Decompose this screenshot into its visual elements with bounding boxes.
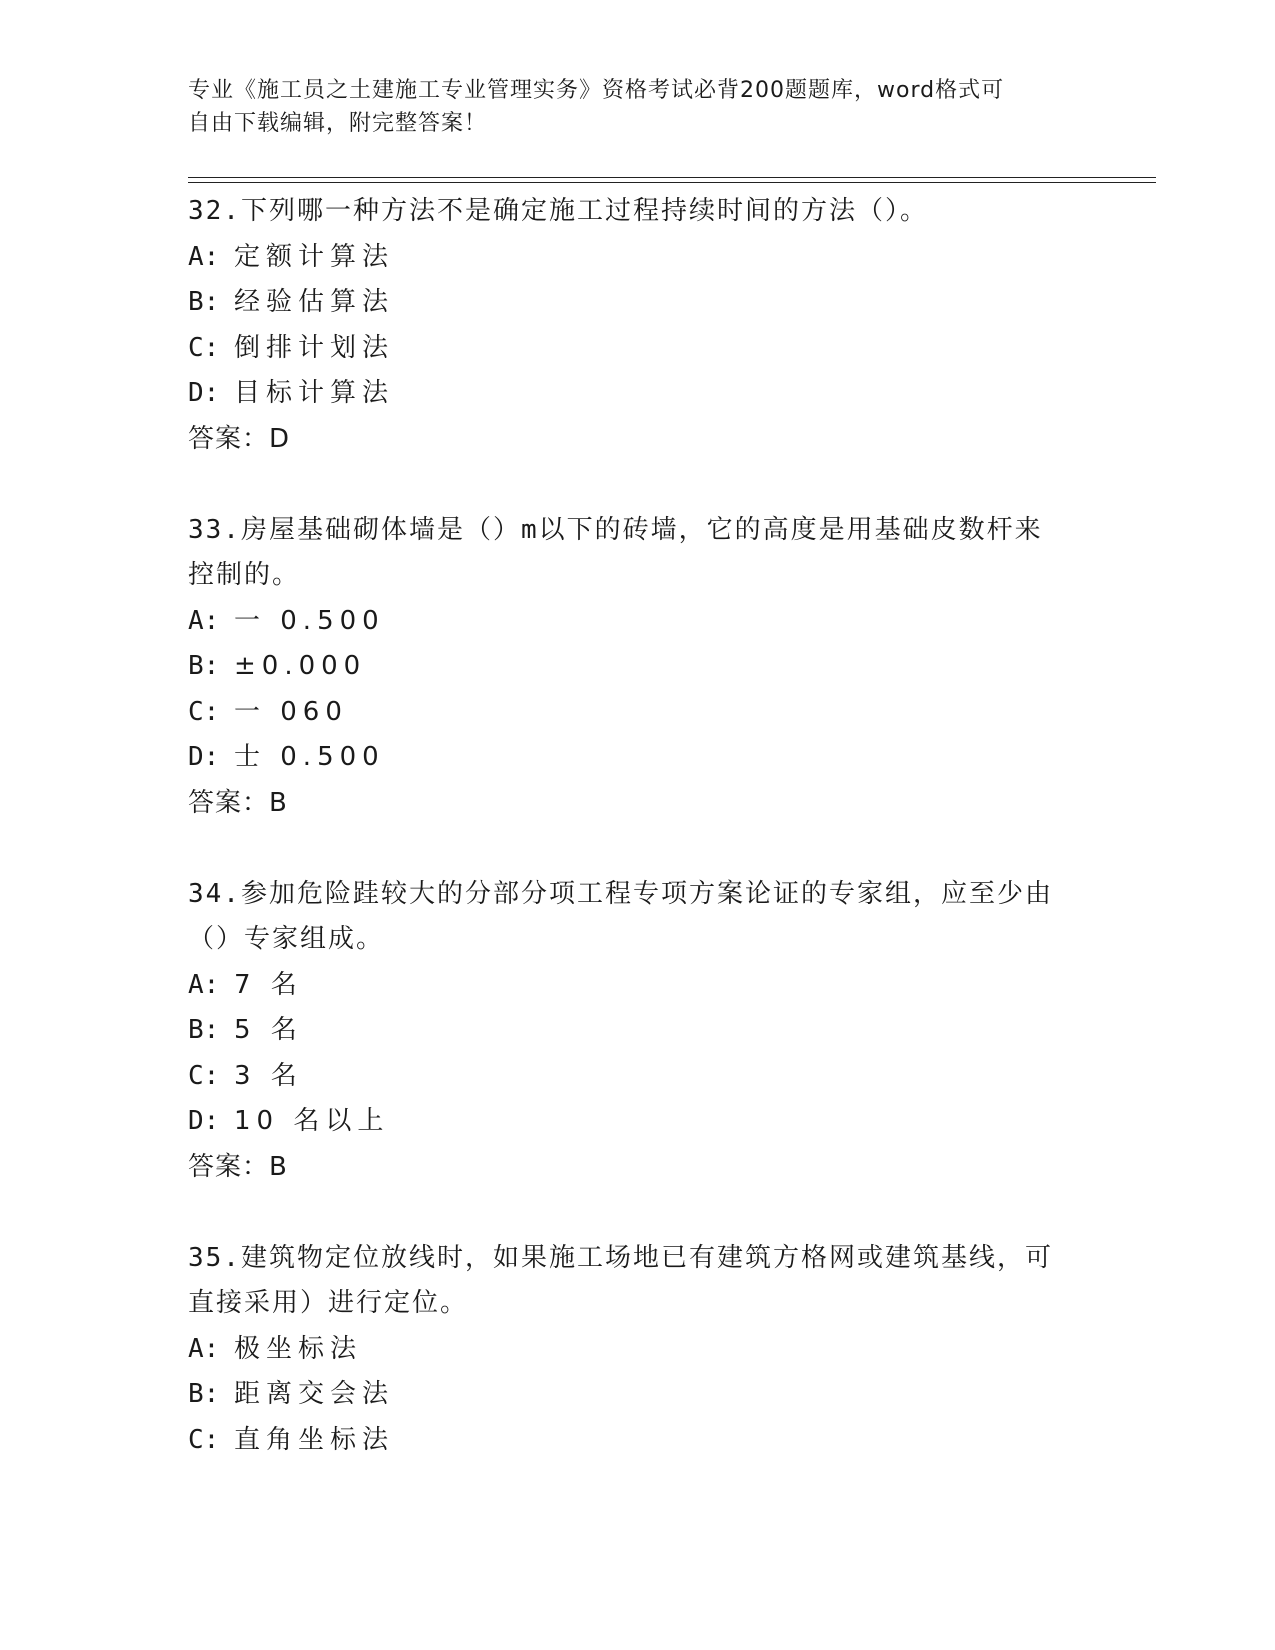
option-text: 经验估算法 [234,287,395,317]
question-stem: 35.建筑物定位放线时，如果施工场地已有建筑方格网或建筑基线，可 [188,1242,1053,1273]
question-stem: 33.房屋基础砌体墙是（）m以下的砖墙，它的高度是用基础皮数杆来 [188,514,1043,545]
option-b [188,644,1088,690]
answer-line: 答案：B [188,787,288,818]
header-line-2: 自由下载编辑，附完整答案！ [188,111,488,136]
document-header [188,74,1068,140]
option-text: 距离交会法 [234,1379,395,1409]
option-text: 倒排计划法 [234,332,395,363]
question-stem-continued: 直接采用）进行定位。 [188,1288,469,1318]
header-line-1: 专业《施工员之土建施工专业管理实务》资格考试必背200题题库，word格式可 [188,78,1005,103]
spacer [188,826,1088,872]
option-b [188,1008,1088,1054]
question-stem: 34.参加危险跬较大的分部分项工程专项方案论证的专家组，应至少由 [188,878,1053,909]
option-d [188,1099,1088,1145]
option-b [188,1372,1088,1418]
option-text: 5 名 [234,1015,303,1045]
option-a [188,599,1088,645]
header-divider-top [188,177,1156,178]
option-text: 7 名 [234,969,303,1000]
option-c [188,1418,1088,1464]
option-key: B: [188,651,220,681]
option-key: D: [188,378,220,408]
option-a [188,235,1088,281]
option-key: C: [188,1060,220,1091]
option-key: A: [188,241,220,272]
option-c [188,1054,1088,1100]
question-33 [188,508,1088,827]
option-key: A: [188,605,220,636]
option-key: A: [188,969,220,1000]
option-c [188,690,1088,736]
question-stem-continued: （）专家组成。 [188,924,385,954]
header-divider-bottom [188,182,1156,183]
question-34 [188,872,1088,1191]
option-key: D: [188,742,220,772]
option-text: 3 名 [234,1060,303,1091]
option-key: B: [188,287,220,317]
question-stem: 32.下列哪一种方法不是确定施工过程持续时间的方法（）。 [188,196,928,226]
option-key: D: [188,1106,220,1136]
option-key: A: [188,1333,220,1364]
spacer [188,1190,1088,1236]
option-c [188,326,1088,372]
option-text: 10 名以上 [234,1106,390,1136]
question-35 [188,1236,1088,1464]
option-key: B: [188,1015,220,1045]
question-list [188,189,1088,1463]
option-key: C: [188,1424,220,1455]
option-key: B: [188,1379,220,1409]
question-stem-continued: 控制的。 [188,560,301,590]
option-d [188,735,1088,781]
option-text: 一 0.500 [234,605,385,636]
option-text: 一 060 [234,696,348,727]
option-text: 极坐标法 [234,1333,363,1364]
option-text: 直角坐标法 [234,1424,395,1455]
option-a [188,963,1088,1009]
question-32 [188,189,1088,462]
option-key: C: [188,332,220,363]
option-a [188,1327,1088,1373]
option-b [188,280,1088,326]
answer-line: 答案：B [188,1151,288,1182]
option-text: 士 0.500 [234,742,385,772]
option-text: 定额计算法 [234,241,395,272]
option-text: ±0.000 [234,651,367,681]
answer-line: 答案：D [188,423,291,454]
option-d [188,371,1088,417]
spacer [188,462,1088,508]
option-key: C: [188,696,220,727]
option-text: 目标计算法 [234,378,395,408]
